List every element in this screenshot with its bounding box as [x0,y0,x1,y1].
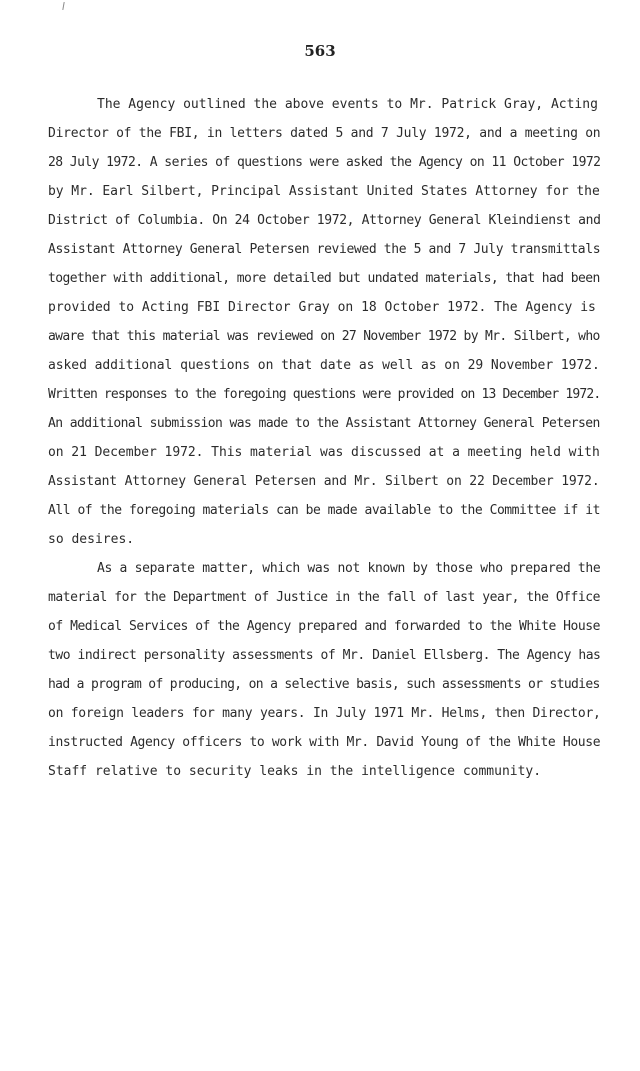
paragraph-1-line-16: so desires. [48,532,135,547]
paragraph-1-line-14: Assistant Attorney General Petersen and Mr. Silbert on 22 December 1972. [48,474,600,489]
paragraph-1-line-5: District of Columbia. On 24 October 1972, Attorney General Kleindienst and [48,213,601,228]
paragraph-2-line-7: instructed Agency officers to work with Mr. David Young of the White House [48,735,601,750]
paragraph-1-line-6: Assistant Attorney General Petersen reviewed the 5 and 7 July transmittals [48,242,601,257]
paragraph-2-line-8: Staff relative to security leaks in the intelligence community. [48,764,542,779]
paragraph-1-line-11: Written responses to the foregoing questions were provided on 13 December 1972. [48,387,601,402]
paragraph-1-line-13: on 21 December 1972. This material was discussed at a meeting held with [48,445,600,460]
paragraph-2-line-2: material for the Department of Justice in the fall of last year, the Office [48,590,600,605]
paragraph-1-line-9: aware that this material was reviewed on 27 November 1972 by Mr. Silbert, who [48,329,600,344]
paragraph-1-line-4: by Mr. Earl Silbert, Principal Assistant United States Attorney for the [48,184,600,199]
paragraph-2-line-1: As a separate matter, which was not known by those who prepared the [97,561,601,576]
page-number: 563 [304,42,336,60]
paragraph-1-line-3: 28 July 1972. A series of questions were asked the Agency on 11 October 1972 [48,155,601,170]
paragraph-1-line-12: An additional submission was made to the Assistant Attorney General Petersen [48,416,600,431]
paragraph-2-line-6: on foreign leaders for many years. In July 1971 Mr. Helms, then Director, [48,706,601,721]
paragraph-2-line-3: of Medical Services of the Agency prepared and forwarded to the White House [48,619,600,634]
stray-pen-mark [62,2,64,10]
paragraph-1-line-2: Director of the FBI, in letters dated 5 and 7 July 1972, and a meeting on [48,126,601,141]
paragraph-2-line-5: had a program of producing, on a selective basis, such assessments or studies [48,677,600,692]
paragraph-1-line-10: asked additional questions on that date as well as on 29 November 1972. [48,358,600,373]
paragraph-1-line-7: together with additional, more detailed but undated materials, that had been [48,271,600,286]
paragraph-2-line-4: two indirect personality assessments of Mr. Daniel Ellsberg. The Agency has [48,648,601,663]
paragraph-1-line-8: provided to Acting FBI Director Gray on 18 October 1972. The Agency is [48,300,596,315]
paragraph-1-line-15: All of the foregoing materials can be made available to the Committee if it [48,503,600,518]
paragraph-1-line-1: The Agency outlined the above events to Mr. Patrick Gray, Acting [97,97,598,112]
